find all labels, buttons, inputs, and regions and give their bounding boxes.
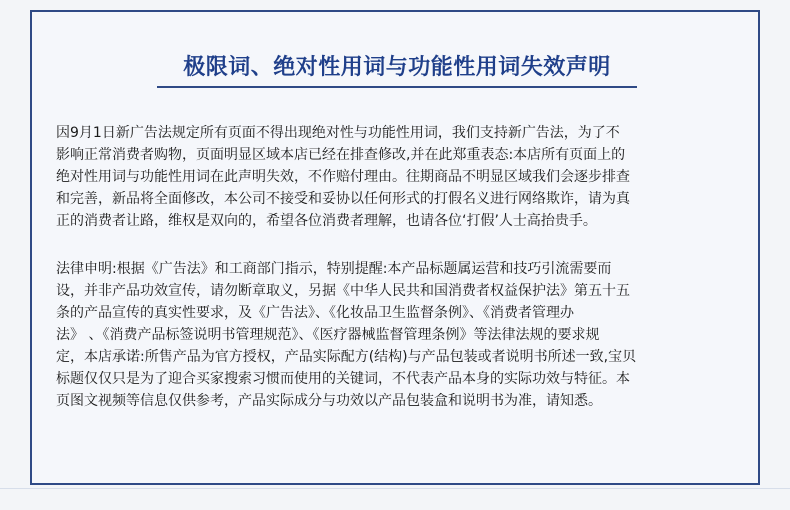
paragraph-legal-statement xyxy=(56,258,738,412)
paragraph-ad-law-notice xyxy=(56,122,738,232)
text-line: 因9月1日新广告法规定所有页面不得出现绝对性与功能性用词，我们支持新广告法，为了不 xyxy=(56,125,620,141)
text-line: 绝对性用词与功能性用词在此声明失效，不作赔付理由。往期商品不明显区域我们会逐步排查 xyxy=(56,169,630,185)
text-line: 标题仅仅只是为了迎合买家搜索习惯而使用的关键词，不代表产品本身的实际功效与特征。本 xyxy=(56,371,630,387)
text-line: 影响正常消费者购物，页面明显区域本店已经在排查修改,并在此郑重表态:本店所有页面上的 xyxy=(56,147,626,163)
page-title: 极限词、绝对性用词与功能性用词失效声明 xyxy=(183,55,611,80)
text-line: 法》 、《消费产品标签说明书管理规范》、《医疗器械监督管理条例》等法律法规的要求规 xyxy=(56,327,600,343)
text-line: 设，并非产品功效宣传，请勿断章取义，另据《中华人民共和国消费者权益保护法》第五十五 xyxy=(56,283,630,299)
text-line: 页图文视频等信息仅供参考，产品实际成分与功效以产品包装盒和说明书为准，请知悉。 xyxy=(56,393,602,409)
disclaimer-content xyxy=(56,122,738,412)
bottom-divider xyxy=(0,488,790,489)
text-line: 定，本店承诺:所售产品为官方授权，产品实际配方(结构)与产品包装或者说明书所述一致,宝贝 xyxy=(56,349,637,365)
disclaimer-card xyxy=(30,10,760,485)
title-underline xyxy=(157,86,637,88)
text-line: 法律申明:根据《广告法》和工商部门指示，特别提醒:本产品标题属运营和技巧引流需要而 xyxy=(56,261,612,277)
text-line: 正的消费者让路，维权是双向的，希望各位消费者理解，也请各位‘打假’人士高抬贵手。 xyxy=(56,213,597,229)
text-line: 和完善，新品将全面修改，本公司不接受和妥协以任何形式的打假名义进行网络欺诈，请为真 xyxy=(56,191,630,207)
text-line: 条的产品宣传的真实性要求，及《广告法》、《化妆品卫生监督条例》、《消费者管理办 xyxy=(56,305,574,321)
